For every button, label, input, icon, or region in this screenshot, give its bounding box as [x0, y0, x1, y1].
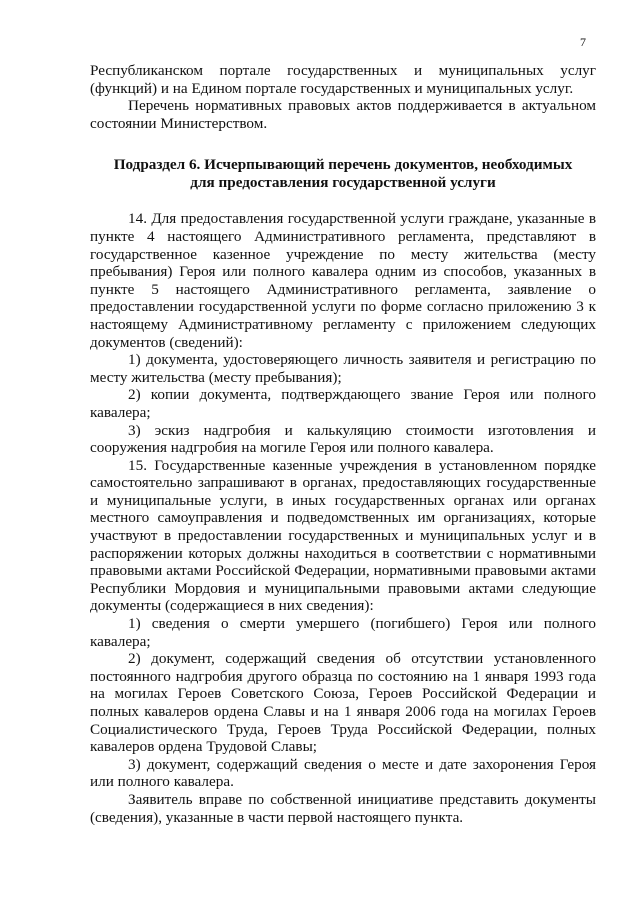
item-14-sub-1: 1) документа, удостоверяющего личность заявителя и регистрацию по месту жительства (месту пребывания); — [90, 351, 596, 386]
item-15-intro: 15. Государственные казенные учреждения в установленном порядке самостоятельно запрашивают в органах, предоставляющих государственные и муниципальные услуги, в иных государственных органах или органах местного самоуправления и подведомственных им организациях, которые участвуют в предоставлении государственных и муниципальных услуг и в распоряжении которых должны находиться в соответствии с нормативными правовыми актами Российской Федерации, нормативными правовыми актами Республики Мордовия и муниципальными правовыми актами следующие документы (содержащиеся в них сведения): — [90, 456, 596, 615]
item-15-sub-3: 3) документ, содержащий сведения о месте и дате захоронения Героя или полного кавалера. — [90, 755, 596, 791]
maintained-paragraph: Перечень нормативных правовых актов поддерживается в актуальном состоянии Министерством. — [90, 97, 596, 132]
applicant-right-paragraph: Заявитель вправе по собственной инициативе представить документы (сведения), указанные в части первой настоящего пункта. — [90, 790, 596, 826]
document-body — [90, 62, 596, 826]
subsection-heading-line2: для предоставления государственной услуги — [190, 174, 496, 192]
item-15-sub-1: 1) сведения о смерти умершего (погибшего) Героя или полного кавалера; — [90, 615, 596, 650]
item-14-sub-3: 3) эскиз надгробия и калькуляцию стоимости изготовления и сооружения надгробия на могиле Героя или полного кавалера. — [90, 421, 596, 457]
item-15-sub-2: 2) документ, содержащий сведения об отсутствии установленного постоянного надгробия другого образца по состоянию на 1 января 1993 года на могилах Героев Советского Союза, Героев Российской Федерации и полных кавалеров ордена Славы и на 1 января 2006 года на могилах Героев Социалистического Труда, Героев Труда Российской Федерации, полных кавалеров ордена Трудовой Славы; — [90, 650, 596, 756]
subsection-heading — [90, 156, 596, 192]
page-number: 7 — [580, 35, 586, 49]
continuation-paragraph: Республиканском портале государственных и муниципальных услуг (функций) и на Едином портале государственных и муниципальных услуг. — [90, 62, 596, 97]
item-14-intro: 14. Для предоставления государственной услуги граждане, указанные в пункте 4 настоящего Административного регламента, представляют в государственное казенное учреждение по месту жительства (месту пребывания) Героя или полного кавалера одним из способов, указанных в пункте 5 настоящего Административного регламента, заявление о предоставлении государственной услуги по форме согласно приложению 3 к настоящему Административному регламенту с приложением следующих документов (сведений): — [90, 210, 596, 351]
subsection-heading-line1: Подраздел 6. Исчерпывающий перечень документов, необходимых — [113, 156, 573, 174]
item-14-sub-2: 2) копии документа, подтверждающего звание Героя или полного кавалера; — [90, 386, 596, 421]
